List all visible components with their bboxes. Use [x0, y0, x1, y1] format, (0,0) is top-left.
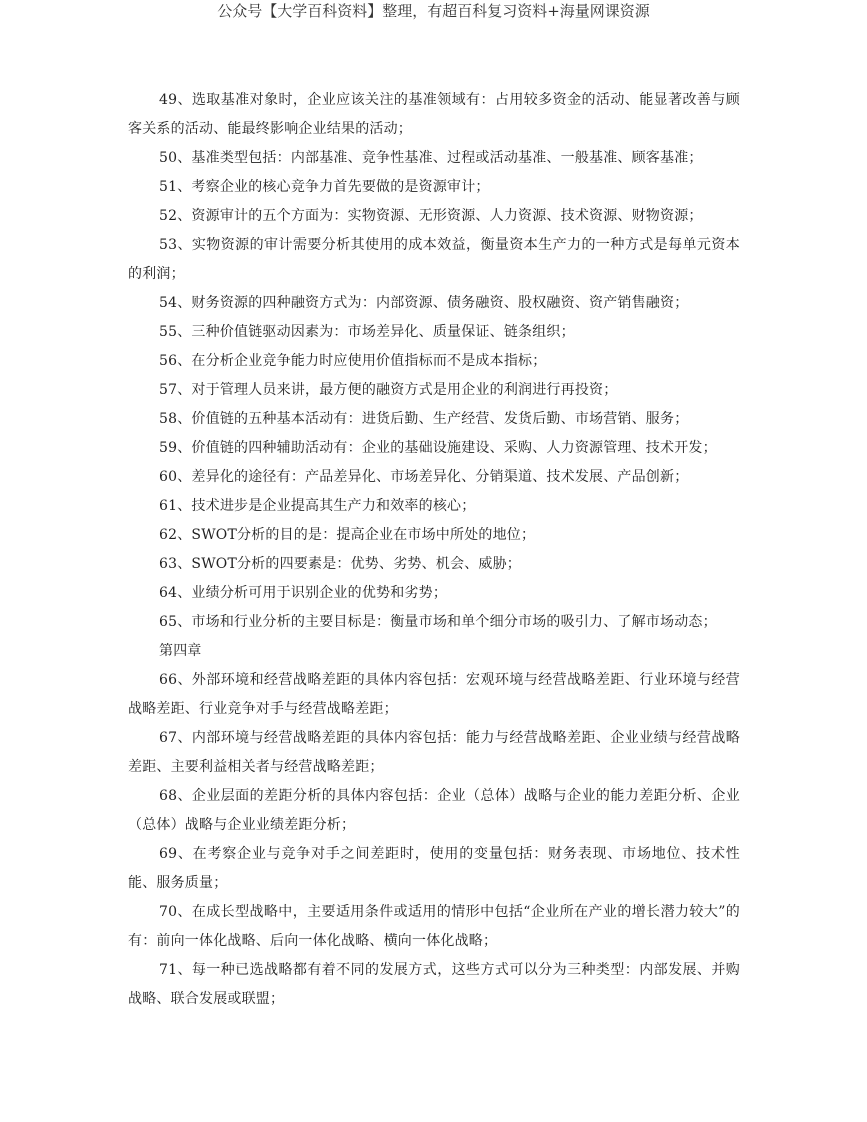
paragraph-57: 57、对于管理人员来讲，最方便的融资方式是用企业的利润进行再投资； — [159, 382, 618, 398]
chapter-heading: 第四章 — [159, 643, 202, 659]
paragraph-55: 55、三种价值链驱动因素为：市场差异化、质量保证、链条组织； — [159, 324, 575, 340]
paragraph-60: 60、差异化的途径有：产品差异化、市场差异化、分销渠道、技术发展、产品创新； — [159, 469, 689, 485]
paragraph-49: 49、选取基准对象时，企业应该关注的基准领域有：占用较多资金的活动、能显著改善与顾客关系的活动、能最终影响企业结果的活动； — [128, 92, 740, 137]
paragraph-69: 69、在考察企业与竞争对手之间差距时，使用的变量包括：财务表现、市场地位、技术性能、服务质量； — [128, 846, 740, 891]
page-header: 公众号【大学百科资料】整理，有超百科复习资料+海量网课资源 — [217, 2, 650, 20]
paragraph-51: 51、考察企业的核心竞争力首先要做的是资源审计； — [159, 179, 490, 195]
paragraph-67: 67、内部环境与经营战略差距的具体内容包括：能力与经营战略差距、企业业绩与经营战略差距、主要利益相关者与经营战略差距； — [128, 730, 740, 775]
paragraph-50: 50、基准类型包括：内部基准、竞争性基准、过程或活动基准、一般基准、顾客基准； — [159, 150, 703, 166]
paragraph-52: 52、资源审计的五个方面为：实物资源、无形资源、人力资源、技术资源、财物资源； — [159, 208, 703, 224]
paragraph-62: 62、SWOT分析的目的是：提高企业在市场中所处的地位； — [159, 527, 536, 543]
paragraph-56: 56、在分析企业竞争能力时应使用价值指标而不是成本指标； — [159, 353, 547, 369]
paragraph-64: 64、业绩分析可用于识别企业的优势和劣势； — [159, 585, 448, 601]
paragraph-61: 61、技术进步是企业提高其生产力和效率的核心； — [159, 498, 476, 514]
paragraph-68: 68、企业层面的差距分析的具体内容包括：企业（总体）战略与企业的能力差距分析、企业（总体）战略与企业业绩差距分析； — [128, 788, 740, 833]
paragraph-71: 71、每一种已选战略都有着不同的发展方式，这些方式可以分为三种类型：内部发展、并购战略、联合发展或联盟； — [128, 962, 740, 1007]
document-body — [128, 86, 740, 1014]
paragraph-65: 65、市场和行业分析的主要目标是：衡量市场和单个细分市场的吸引力、了解市场动态； — [159, 614, 717, 630]
paragraph-54: 54、财务资源的四种融资方式为：内部资源、债务融资、股权融资、资产销售融资； — [159, 295, 689, 311]
paragraph-63: 63、SWOT分析的四要素是：优势、劣势、机会、威胁； — [159, 556, 522, 572]
paragraph-70: 70、在成长型战略中，主要适用条件或适用的情形中包括“企业所在产业的增长潜力较大”的有：前向一体化战略、后向一体化战略、横向一体化战略； — [128, 904, 740, 949]
paragraph-53: 53、实物资源的审计需要分析其使用的成本效益，衡量资本生产力的一种方式是每单元资本的利润； — [128, 237, 740, 282]
paragraph-66: 66、外部环境和经营战略差距的具体内容包括：宏观环境与经营战略差距、行业环境与经营战略差距、行业竞争对手与经营战略差距； — [128, 672, 740, 717]
paragraph-59: 59、价值链的四种辅助活动有：企业的基础设施建设、采购、人力资源管理、技术开发； — [159, 440, 717, 456]
paragraph-58: 58、价值链的五种基本活动有：进货后勤、生产经营、发货后勤、市场营销、服务； — [159, 411, 689, 427]
